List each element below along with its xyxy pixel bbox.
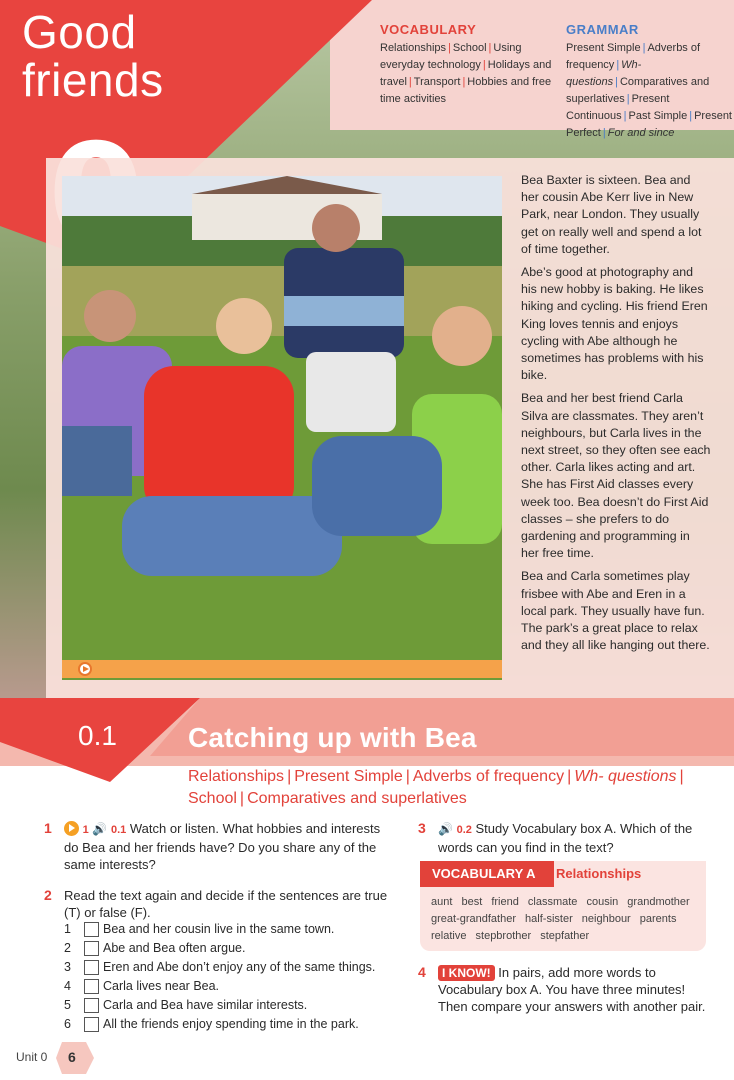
story-paragraph: Bea and her best friend Carla Silva are classmates. They aren’t neighbours, but Carla lives in the next street, so they often see each other. Carla likes acting and art. She has First Aid classes every week too. Bea doesn’t do First Aid classes – she prefers to do gardening and programming in her free time. bbox=[521, 391, 711, 561]
item-number: 3 bbox=[64, 960, 71, 974]
exercise-number: 2 bbox=[44, 887, 52, 903]
grammar-item: Comparatives and superlatives bbox=[566, 76, 710, 105]
video-progress-bar[interactable] bbox=[62, 660, 502, 678]
answer-checkbox[interactable] bbox=[84, 922, 99, 937]
lesson-topic: School bbox=[188, 790, 237, 807]
speaker-icon[interactable]: 🔊 bbox=[92, 822, 108, 836]
item-number: 2 bbox=[64, 941, 71, 955]
video-ref: 1 bbox=[82, 824, 89, 836]
vocabulary-box-tag: VOCABULARY A bbox=[420, 861, 554, 887]
story-paragraph: Abe’s good at photography and his new hobby is baking. He likes hiking and cycling. His friend Eren King loves tennis and enjoys cycling with Abe although he sometimes has problems with his bike. bbox=[521, 265, 708, 383]
lesson-topic: Wh- questions bbox=[574, 768, 677, 785]
list-item bbox=[64, 959, 394, 978]
answer-checkbox[interactable] bbox=[84, 960, 99, 975]
answer-checkbox[interactable] bbox=[84, 941, 99, 956]
grammar-item: For and since bbox=[607, 127, 675, 139]
reading-text bbox=[521, 172, 711, 660]
exercise-3 bbox=[418, 820, 718, 856]
vocabulary-tag-arrow bbox=[537, 861, 547, 887]
exercise-instruction: Watch or listen. What hobbies and interests do Bea and her friends have? Do you share any of the same interests? bbox=[64, 821, 381, 872]
list-item bbox=[64, 1016, 394, 1035]
exercise-instruction: In pairs, add more words to Vocabulary box A. You have three minutes! Then compare your answers with another pair. bbox=[438, 965, 706, 1014]
exercise-1 bbox=[44, 820, 394, 873]
grammar-item: Present Simple bbox=[566, 42, 641, 54]
exercise-instruction: Read the text again and decide if the sentences are true (T) or false (F). bbox=[64, 888, 388, 920]
grammar-item: Present Perfect bbox=[566, 110, 732, 139]
answer-checkbox[interactable] bbox=[84, 979, 99, 994]
lesson-topics: Relationships | Present Simple | Adverbs of frequency | Wh- questions | School | Comparatives and superlatives bbox=[188, 768, 684, 807]
vocabulary-words: aunt best friend classmate cousin grandmother great-grandfather half-sister neighbour parents relative stepbrother stepfather bbox=[431, 896, 690, 942]
answer-checkbox[interactable] bbox=[84, 998, 99, 1013]
lesson-topic: Present Simple bbox=[294, 768, 403, 785]
vocabulary-overview bbox=[380, 22, 560, 108]
item-text: Carla lives near Bea. bbox=[103, 979, 220, 993]
unit-title bbox=[22, 8, 164, 104]
unit-title-line1: Good bbox=[22, 6, 137, 58]
true-false-list bbox=[64, 921, 394, 1035]
video-play-icon[interactable] bbox=[64, 821, 79, 836]
vocab-item: Transport bbox=[413, 76, 461, 88]
item-number: 1 bbox=[64, 922, 71, 936]
vocabulary-list: Relationships | School | Using everyday technology | Holidays and travel | Transport | Hobbies and free time activities bbox=[380, 42, 552, 105]
grammar-overview bbox=[566, 22, 732, 142]
footer-unit-label: Unit 0 bbox=[16, 1050, 48, 1064]
vocab-item: Holidays and travel bbox=[380, 59, 552, 88]
item-number: 5 bbox=[64, 998, 71, 1012]
lesson-topic: Relationships bbox=[188, 768, 285, 785]
lesson-title: Catching up with Bea bbox=[188, 722, 477, 753]
vocabulary-box-label: Relationships bbox=[556, 866, 642, 881]
grammar-item: Past Simple bbox=[628, 110, 688, 122]
list-item bbox=[64, 978, 394, 997]
i-know-badge: I KNOW! bbox=[438, 965, 495, 981]
item-text: Eren and Abe don’t enjoy any of the same things. bbox=[103, 960, 376, 974]
audio-ref: 0.1 bbox=[110, 824, 127, 836]
story-paragraph: Bea Baxter is sixteen. Bea and her cousin Abe Kerr live in New Park, near London. They usually get on really well and spend a lot of time together. bbox=[521, 173, 702, 256]
lesson-number: 0.1 bbox=[78, 720, 117, 751]
list-item bbox=[64, 997, 394, 1016]
grammar-list: Present Simple | Adverbs of frequency | Wh- questions | Comparatives and superlatives | Present Continuous | Past Simple | Present Perfect | For and since bbox=[566, 42, 732, 139]
list-item bbox=[64, 921, 394, 940]
item-text: Carla and Bea have similar interests. bbox=[103, 998, 308, 1012]
grammar-heading: GRAMMAR bbox=[566, 22, 639, 37]
answer-checkbox[interactable] bbox=[84, 1017, 99, 1032]
exercise-4 bbox=[418, 964, 718, 1015]
unit-title-line2: friends bbox=[22, 54, 164, 106]
lesson-topic: Comparatives and superlatives bbox=[247, 790, 467, 807]
exercise-number: 1 bbox=[44, 820, 52, 836]
page-number: 6 bbox=[68, 1049, 76, 1065]
exercise-number: 4 bbox=[418, 964, 426, 980]
exercise-instruction: Study Vocabulary box A. Which of the words can you find in the text? bbox=[438, 821, 693, 855]
item-text: Abe and Bea often argue. bbox=[103, 941, 246, 955]
vocab-item: Hobbies and free time activities bbox=[380, 76, 552, 105]
vocabulary-heading: VOCABULARY bbox=[380, 22, 477, 37]
exercise-2 bbox=[44, 887, 394, 921]
speaker-icon[interactable]: 🔊 bbox=[438, 822, 453, 836]
grammar-item: Adverbs of frequency bbox=[566, 42, 701, 71]
vocab-item: Relationships bbox=[380, 42, 447, 54]
exercise-number: 3 bbox=[418, 820, 426, 836]
item-text: Bea and her cousin live in the same town. bbox=[103, 922, 335, 936]
item-number: 4 bbox=[64, 979, 71, 993]
play-icon[interactable] bbox=[78, 662, 92, 676]
lesson-topic: Adverbs of frequency bbox=[412, 768, 565, 785]
item-text: All the friends enjoy spending time in the park. bbox=[103, 1017, 359, 1031]
vocab-item: School bbox=[452, 42, 487, 54]
item-number: 6 bbox=[64, 1017, 71, 1031]
vocab-item: Using everyday technology bbox=[380, 42, 522, 71]
grammar-item: Wh- questions bbox=[566, 59, 642, 88]
list-item bbox=[64, 940, 394, 959]
audio-ref: 0.2 bbox=[456, 824, 472, 836]
story-paragraph: Bea and Carla sometimes play frisbee with Abe and Eren in a local park. They usually have fun. The park’s a great place to relax and they all like hanging out there. bbox=[521, 569, 710, 653]
grammar-item: Present Continuous bbox=[566, 93, 670, 122]
friends-photo[interactable] bbox=[62, 176, 502, 680]
